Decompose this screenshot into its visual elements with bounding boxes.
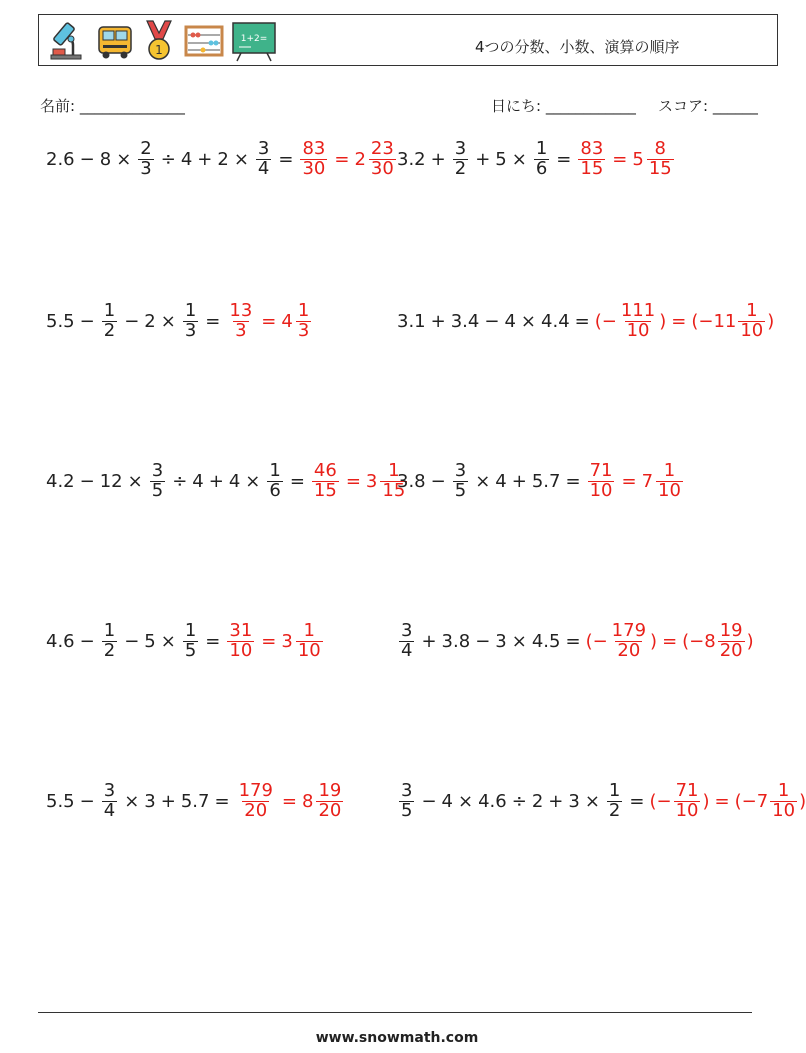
denominator: 20 (617, 639, 641, 661)
operator: × (160, 310, 176, 332)
operator: = (671, 310, 687, 332)
term: 2.6 (46, 148, 75, 170)
fraction (369, 140, 396, 179)
term: 4 (180, 148, 193, 170)
numerator: 8 (654, 138, 666, 159)
fraction (296, 622, 323, 661)
numerator: 179 (238, 780, 273, 801)
term: ) (702, 790, 710, 812)
fraction (453, 462, 468, 501)
numerator: 23 (370, 138, 394, 159)
microscope-icon (45, 19, 89, 63)
term: 3.8 (397, 470, 426, 492)
operator: = (612, 148, 628, 170)
term: (−11 (691, 310, 737, 332)
header-icons (45, 19, 277, 63)
term: 5.7 (180, 790, 210, 812)
fraction (656, 462, 683, 501)
operator: = (261, 310, 277, 332)
operator: = (556, 148, 572, 170)
problem-1 (46, 140, 398, 179)
denominator: 5 (454, 479, 467, 501)
term: (−7 (734, 790, 769, 812)
denominator: 10 (772, 799, 796, 821)
whole-part: 3 (281, 630, 293, 652)
answer (576, 140, 675, 179)
denominator: 10 (658, 479, 681, 501)
operator: × (511, 630, 527, 652)
fraction (718, 622, 745, 661)
fraction (267, 462, 282, 501)
operator: = (345, 470, 361, 492)
score-field[interactable]: スコア: ______ (658, 97, 758, 115)
operator: = (289, 470, 305, 492)
fraction (237, 782, 275, 821)
fraction (607, 782, 622, 821)
operator: × (127, 470, 143, 492)
fraction (256, 140, 271, 179)
term: 2 (217, 148, 229, 170)
mixed-number (302, 782, 345, 821)
operator: − (421, 790, 437, 812)
numerator: 1 (663, 460, 676, 481)
name-field[interactable]: 名前: ______________ (40, 97, 185, 115)
term: ) (659, 310, 667, 332)
denominator: 3 (235, 319, 247, 341)
whole-part: 7 (641, 470, 654, 492)
term: 5.5 (46, 790, 75, 812)
denominator: 4 (103, 799, 116, 821)
fraction (610, 622, 648, 661)
term: 5 (495, 148, 507, 170)
answer (649, 782, 806, 821)
numerator: 111 (620, 300, 656, 321)
term: 12 (99, 470, 123, 492)
term: 3 (144, 790, 156, 812)
numerator: 1 (535, 138, 548, 159)
operator: + (208, 470, 224, 492)
denominator: 15 (648, 157, 672, 179)
denominator: 30 (302, 157, 326, 179)
fraction (150, 462, 165, 501)
fraction (647, 140, 674, 179)
denominator: 20 (719, 639, 743, 661)
fraction (534, 140, 549, 179)
term: 3.2 (397, 148, 426, 170)
answer (298, 140, 397, 179)
denominator: 5 (151, 479, 164, 501)
term: 5.5 (46, 310, 75, 332)
operator: = (714, 790, 730, 812)
mixed-number (642, 462, 685, 501)
operator: ÷ (511, 790, 527, 812)
fraction (738, 302, 765, 341)
operator: + (475, 148, 491, 170)
operator: = (334, 148, 350, 170)
fraction (183, 622, 198, 661)
numerator: 3 (454, 460, 467, 481)
operator: = (205, 310, 221, 332)
denominator: 6 (269, 479, 281, 501)
fraction (674, 782, 701, 821)
abacus-icon (183, 19, 225, 63)
operator: − (430, 470, 446, 492)
fraction (102, 302, 117, 341)
fraction (399, 622, 414, 661)
denominator: 2 (103, 639, 116, 661)
numerator: 1 (388, 460, 400, 481)
term: ) (799, 790, 806, 812)
operator: + (430, 310, 446, 332)
term: 2 (144, 310, 156, 332)
operator: = (214, 790, 230, 812)
numerator: 1 (746, 300, 758, 321)
term: 3 (568, 790, 580, 812)
operator: = (565, 630, 581, 652)
numerator: 19 (318, 780, 342, 801)
term: 4.2 (46, 470, 75, 492)
operator: × (245, 470, 261, 492)
operator: + (511, 470, 527, 492)
answer (225, 302, 313, 341)
problem-9 (46, 782, 345, 821)
term: 4 (192, 470, 204, 492)
operator: ÷ (172, 470, 188, 492)
numerator: 3 (401, 780, 413, 801)
operator: − (124, 630, 140, 652)
term: ) (767, 310, 775, 332)
header-box (38, 14, 778, 66)
operator: × (458, 790, 474, 812)
numerator: 3 (401, 620, 413, 641)
fraction (138, 140, 153, 179)
problem-7 (46, 622, 325, 661)
operator: − (79, 790, 95, 812)
term: 5 (144, 630, 156, 652)
operator: × (475, 470, 491, 492)
denominator: 10 (589, 479, 613, 501)
date-field[interactable]: 日にち: ____________ (491, 97, 636, 115)
operator: = (281, 790, 298, 812)
operator: = (565, 470, 581, 492)
fraction (183, 302, 198, 341)
denominator: 5 (184, 639, 197, 661)
problem-6 (397, 462, 685, 501)
operator: − (79, 310, 95, 332)
operator: × (160, 630, 176, 652)
operator: + (160, 790, 176, 812)
numerator: 1 (777, 780, 790, 801)
term: ) (746, 630, 754, 652)
numerator: 3 (151, 460, 164, 481)
fraction (102, 782, 117, 821)
term: (− (594, 310, 617, 332)
operator: = (662, 630, 678, 652)
fraction (619, 302, 657, 341)
numerator: 19 (719, 620, 743, 641)
denominator: 2 (103, 319, 116, 341)
denominator: 10 (297, 639, 321, 661)
medal-icon (141, 19, 177, 63)
numerator: 71 (589, 460, 613, 481)
fraction (102, 622, 117, 661)
svg-text:1: 1 (155, 43, 163, 57)
term: 3.8 (441, 630, 471, 652)
numerator: 1 (103, 620, 116, 641)
denominator: 20 (244, 799, 268, 821)
numerator: 71 (675, 780, 699, 801)
problem-4 (397, 302, 774, 341)
problem-3 (46, 302, 313, 341)
operator: − (484, 310, 500, 332)
operator: = (574, 310, 590, 332)
term: 4 (504, 310, 516, 332)
school-bus-icon (95, 19, 135, 63)
numerator: 3 (257, 138, 270, 159)
answer (235, 782, 346, 821)
operator: − (124, 310, 140, 332)
denominator: 3 (297, 319, 310, 341)
numerator: 13 (229, 300, 253, 321)
numerator: 3 (454, 138, 467, 159)
term: 8 (99, 148, 112, 170)
operator: = (261, 630, 277, 652)
denominator: 3 (184, 319, 197, 341)
answer (586, 462, 685, 501)
operator: + (421, 630, 437, 652)
answer (595, 302, 775, 341)
denominator: 10 (626, 319, 650, 341)
term: (−8 (682, 630, 716, 652)
operator: = (205, 630, 221, 652)
whole-part: 8 (302, 790, 314, 812)
denominator: 10 (675, 799, 699, 821)
operator: − (79, 630, 95, 652)
term: 2 (531, 790, 544, 812)
numerator: 46 (313, 460, 337, 481)
denominator: 2 (454, 157, 467, 179)
denominator: 10 (740, 319, 764, 341)
fraction (227, 622, 254, 661)
operator: × (584, 790, 600, 812)
term: 4 (441, 790, 453, 812)
whole-part: 5 (632, 148, 644, 170)
numerator: 83 (302, 138, 326, 159)
fraction (453, 140, 468, 179)
denominator: 15 (313, 479, 337, 501)
whole-part: 3 (365, 470, 378, 492)
problem-10 (397, 782, 806, 821)
denominator: 10 (229, 639, 253, 661)
denominator: 5 (401, 799, 413, 821)
denominator: 15 (580, 157, 604, 179)
fraction (312, 462, 339, 501)
term: (− (585, 630, 608, 652)
fraction (300, 140, 327, 179)
operator: × (116, 148, 132, 170)
numerator: 1 (103, 300, 116, 321)
denominator: 20 (318, 799, 342, 821)
denominator: 4 (401, 639, 413, 661)
numerator: 3 (103, 780, 116, 801)
whole-part: 4 (281, 310, 293, 332)
operator: + (548, 790, 564, 812)
answer (586, 622, 754, 661)
worksheet-title: 4つの分数、小数、演算の順序 (475, 38, 680, 56)
operator: − (79, 148, 95, 170)
operator: − (475, 630, 491, 652)
term: 3.1 (397, 310, 426, 332)
operator: ÷ (160, 148, 176, 170)
answer (310, 462, 409, 501)
denominator: 3 (140, 157, 152, 179)
numerator: 179 (611, 620, 647, 641)
chalkboard-icon (231, 19, 277, 63)
svg-text:1+2=: 1+2= (240, 34, 268, 44)
denominator: 15 (382, 479, 406, 501)
fraction (770, 782, 797, 821)
numerator: 1 (297, 300, 310, 321)
mixed-number (281, 622, 324, 661)
numerator: 2 (140, 138, 152, 159)
fraction (399, 782, 414, 821)
numerator: 1 (303, 620, 315, 641)
mixed-number (632, 140, 675, 179)
term: 5.7 (531, 470, 561, 492)
operator: × (124, 790, 140, 812)
denominator: 2 (608, 799, 621, 821)
term: 3.4 (450, 310, 480, 332)
numerator: 31 (229, 620, 253, 641)
footer-url[interactable]: www.snowmath.com (315, 1030, 479, 1046)
fraction (316, 782, 343, 821)
fraction (227, 302, 254, 341)
denominator: 6 (535, 157, 548, 179)
operator: − (79, 470, 95, 492)
term: 4.5 (531, 630, 561, 652)
answer (225, 622, 324, 661)
mixed-number (354, 140, 397, 179)
term: 4.6 (46, 630, 75, 652)
numerator: 1 (269, 460, 281, 481)
term: 4 (495, 470, 507, 492)
term: (− (649, 790, 672, 812)
numerator: 1 (608, 780, 621, 801)
numerator: 1 (184, 300, 197, 321)
term: 4 (228, 470, 241, 492)
numerator: 1 (184, 620, 197, 641)
operator: = (629, 790, 645, 812)
whole-part: 2 (354, 148, 366, 170)
numerator: 83 (580, 138, 604, 159)
term: 4.6 (478, 790, 507, 812)
fraction (578, 140, 605, 179)
term: 4.4 (541, 310, 570, 332)
footer-divider (38, 1012, 752, 1013)
problem-8 (397, 622, 754, 661)
operator: = (278, 148, 294, 170)
denominator: 4 (257, 157, 270, 179)
problem-5 (46, 462, 409, 501)
denominator: 30 (370, 157, 394, 179)
operator: + (197, 148, 213, 170)
operator: × (233, 148, 249, 170)
operator: + (430, 148, 446, 170)
operator: = (621, 470, 637, 492)
operator: × (520, 310, 537, 332)
mixed-number (281, 302, 313, 341)
fraction (296, 302, 311, 341)
term: ) (650, 630, 658, 652)
fraction (588, 462, 615, 501)
term: 3 (495, 630, 507, 652)
operator: × (511, 148, 527, 170)
problem-2 (397, 140, 676, 179)
